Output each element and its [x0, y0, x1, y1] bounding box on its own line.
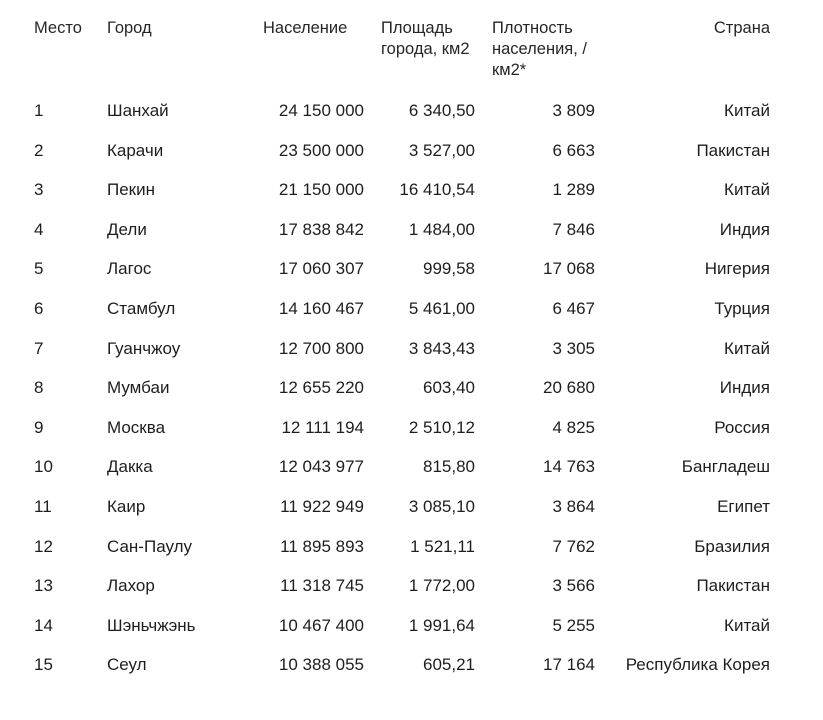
table-row: [0, 249, 823, 289]
cell-rank: 10: [34, 457, 53, 477]
cell-density: 17 164: [543, 655, 595, 675]
cell-population: 11 318 745: [280, 576, 364, 596]
table-row: [0, 210, 823, 250]
cell-area: 5 461,00: [408, 298, 475, 318]
table-body: [0, 91, 823, 685]
cell-density: 4 825: [552, 417, 595, 437]
cell-area: 3 085,10: [408, 496, 475, 516]
cell-city: Стамбул: [107, 298, 176, 318]
header-population: Население: [263, 19, 348, 37]
cell-area: 1 521,11: [410, 536, 475, 556]
table-row: [0, 91, 823, 131]
cell-country: Турция: [714, 298, 770, 318]
cell-population: 17 060 307: [278, 259, 364, 279]
cell-rank: 2: [34, 140, 44, 160]
cell-rank: 5: [34, 259, 44, 279]
header-city: Город: [107, 19, 152, 37]
cell-rank: 8: [34, 378, 44, 398]
cell-country: Республика Корея: [625, 655, 770, 675]
cell-rank: 13: [34, 576, 53, 596]
cell-city: Каир: [107, 496, 146, 516]
cell-population: 17 838 842: [278, 219, 364, 239]
cell-area: 6 340,50: [408, 101, 475, 120]
table-row: [0, 408, 823, 448]
cell-density: 20 680: [543, 378, 595, 398]
cell-city: Лагос: [107, 259, 152, 279]
cell-area: 1 772,00: [408, 576, 475, 596]
cell-area: 605,21: [423, 655, 475, 675]
cell-city: Дели: [107, 219, 147, 239]
cell-country: Индия: [719, 219, 770, 239]
table-row: [0, 170, 823, 210]
cell-density: 6 467: [552, 298, 595, 318]
cell-area: 1 484,00: [408, 219, 475, 239]
cell-city: Шэньчжэнь: [107, 615, 196, 635]
cell-rank: 12: [34, 536, 53, 556]
cell-city: Шанхай: [107, 101, 169, 120]
cell-country: Индия: [719, 378, 770, 398]
cell-population: 12 700 800: [278, 338, 364, 358]
cell-country: Пакистан: [696, 576, 770, 596]
cell-population: 11 895 893: [280, 536, 364, 556]
cell-population: 11 922 949: [280, 496, 364, 516]
table-row: [0, 566, 823, 606]
cell-rank: 9: [34, 417, 44, 437]
cell-population: 23 500 000: [278, 140, 364, 160]
header-area: Площадь города, км2: [381, 19, 470, 58]
cell-rank: 1: [34, 101, 44, 120]
cell-city: Москва: [107, 417, 166, 437]
cell-population: 10 467 400: [278, 615, 364, 635]
cell-density: 3 809: [552, 101, 595, 120]
cell-rank: 6: [34, 298, 44, 318]
cell-country: Китай: [724, 615, 770, 635]
cell-population: 14 160 467: [278, 298, 364, 318]
cell-area: 3 527,00: [408, 140, 475, 160]
cell-country: Пакистан: [696, 140, 770, 160]
header-density: Плотность населения, /км2*: [492, 19, 587, 79]
cell-area: 3 843,43: [408, 338, 475, 358]
cell-city: Карачи: [107, 140, 164, 160]
cell-rank: 14: [34, 615, 53, 635]
cell-city: Сан-Паулу: [107, 536, 192, 556]
cell-population: 12 655 220: [278, 378, 364, 398]
cell-city: Лахор: [107, 576, 155, 596]
cell-area: 1 991,64: [408, 615, 475, 635]
cell-country: Китай: [724, 101, 770, 120]
cell-city: Дакка: [107, 457, 153, 477]
cell-rank: 4: [34, 219, 44, 239]
cell-country: Нигерия: [704, 259, 770, 279]
cell-density: 14 763: [543, 457, 595, 477]
table-row: [0, 606, 823, 646]
cell-city: Сеул: [107, 655, 147, 675]
cell-area: 2 510,12: [408, 417, 475, 437]
cell-country: Китай: [724, 180, 770, 200]
cell-density: 3 864: [552, 496, 595, 516]
table-row: [0, 645, 823, 685]
cell-rank: 11: [34, 496, 52, 516]
cell-rank: 7: [34, 338, 44, 358]
cell-rank: 15: [34, 655, 53, 675]
table-row: [0, 329, 823, 369]
cell-density: 1 289: [552, 180, 595, 200]
cell-city: Пекин: [107, 180, 155, 200]
cell-population: 21 150 000: [278, 180, 364, 200]
table-row: [0, 487, 823, 527]
header-country: Страна: [713, 19, 770, 37]
table-row: [0, 447, 823, 487]
cell-density: 6 663: [552, 140, 595, 160]
cell-city: Гуанчжоу: [107, 338, 181, 358]
cell-density: 17 068: [543, 259, 595, 279]
cell-country: Бангладеш: [681, 457, 770, 477]
cell-density: 7 762: [552, 536, 595, 556]
cell-country: Египет: [717, 496, 770, 516]
table-row: [0, 131, 823, 171]
header-rank: Место: [34, 19, 82, 37]
cell-density: 3 566: [552, 576, 595, 596]
cell-population: 12 043 977: [278, 457, 364, 477]
cell-country: Россия: [714, 417, 770, 437]
cell-area: 603,40: [423, 378, 475, 398]
cell-area: 16 410,54: [399, 180, 475, 200]
cell-country: Китай: [724, 338, 770, 358]
table-row: [0, 368, 823, 408]
cell-area: 999,58: [423, 259, 475, 279]
cell-country: Бразилия: [694, 536, 770, 556]
cell-city: Мумбаи: [107, 378, 170, 398]
cell-population: 10 388 055: [278, 655, 364, 675]
cell-density: 3 305: [552, 338, 595, 358]
cell-density: 5 255: [552, 615, 595, 635]
cell-population: 12 111 194: [281, 417, 364, 437]
table-row: [0, 289, 823, 329]
cell-density: 7 846: [552, 219, 595, 239]
table-row: [0, 527, 823, 567]
cell-population: 24 150 000: [278, 101, 364, 120]
cell-rank: 3: [34, 180, 44, 200]
cell-area: 815,80: [423, 457, 475, 477]
